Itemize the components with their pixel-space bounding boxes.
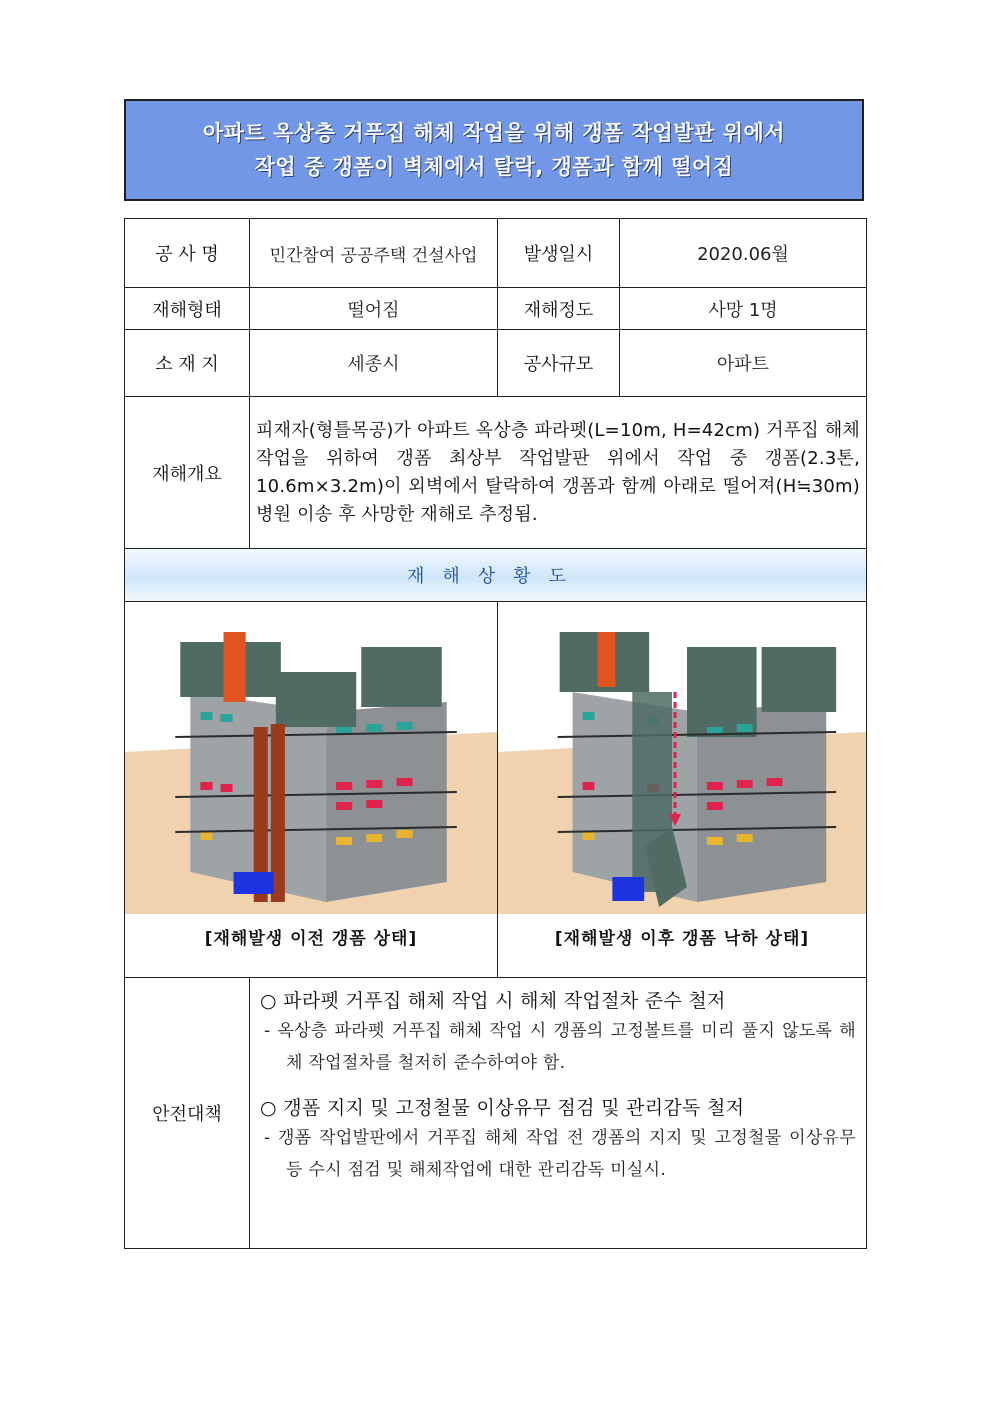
- measure-2-desc: - 갱폼 작업발판에서 거푸집 해체 작업 전 갱폼의 지지 및 고정철물 이상유무 등 수시 점검 및 해체작업에 대한 관리감독 미실시.: [264, 1128, 856, 1180]
- before-caption: [재해발생 이전 갱폼 상태]: [204, 929, 418, 949]
- before-building-illustration: [125, 632, 497, 914]
- safety-label: 안전대책: [125, 978, 250, 1249]
- title-line-1: 아파트 옥상층 거푸집 해체 작업을 위해 갱폼 작업발판 위에서: [202, 121, 786, 145]
- severity-value: 사망 1명: [620, 288, 867, 330]
- project-value: 민간참여 공공주택 건설사업: [250, 219, 498, 288]
- accident-report-table: [124, 218, 867, 1249]
- situation-heading: 재해상황도: [125, 549, 867, 602]
- measure-2-title: ○ 갱폼 지지 및 고정철물 이상유무 점검 및 관리감독 철저: [260, 1097, 745, 1119]
- overview-label: 재해개요: [125, 397, 250, 549]
- type-value: 떨어짐: [250, 288, 498, 330]
- title-line-2: 작업 중 갱폼이 벽체에서 탈락, 갱폼과 함께 떨어짐: [254, 155, 734, 179]
- title-banner: [124, 99, 864, 201]
- scale-label: 공사규모: [498, 330, 620, 397]
- date-label: 발생일시: [498, 219, 620, 288]
- scale-value: 아파트: [620, 330, 867, 397]
- type-label: 재해형태: [125, 288, 250, 330]
- before-figure-cell: [125, 602, 498, 978]
- safety-measures: [250, 978, 867, 1249]
- after-caption: [재해발생 이후 갱폼 낙하 상태]: [554, 929, 810, 949]
- after-figure-cell: [498, 602, 867, 978]
- overview-text: 피재자(형틀목공)가 아파트 옥상층 파라펫(L=10m, H=42cm) 거푸집 해체 작업을 위하여 갱폼 최상부 작업발판 위에서 작업 중 갱폼(2.3톤, 10.6m×3.2m)이 외벽에서 탈락하여 갱폼과 함께 아래로 떨어져(H≒30m) 병원 이송 후 사망한 재해로 추정됨.: [250, 397, 867, 549]
- after-building-illustration: [498, 632, 866, 914]
- measure-1-title: ○ 파라펫 거푸집 해체 작업 시 해체 작업절차 준수 철저: [260, 990, 726, 1012]
- project-label: 공 사 명: [125, 219, 250, 288]
- severity-label: 재해정도: [498, 288, 620, 330]
- location-value: 세종시: [250, 330, 498, 397]
- measure-1-desc: - 옥상층 파라펫 거푸집 해체 작업 시 갱폼의 고정볼트를 미리 풀지 않도록 해체 작업절차를 철저히 준수하여야 함.: [264, 1021, 856, 1073]
- location-label: 소 재 지: [125, 330, 250, 397]
- date-value: 2020.06월: [620, 219, 867, 288]
